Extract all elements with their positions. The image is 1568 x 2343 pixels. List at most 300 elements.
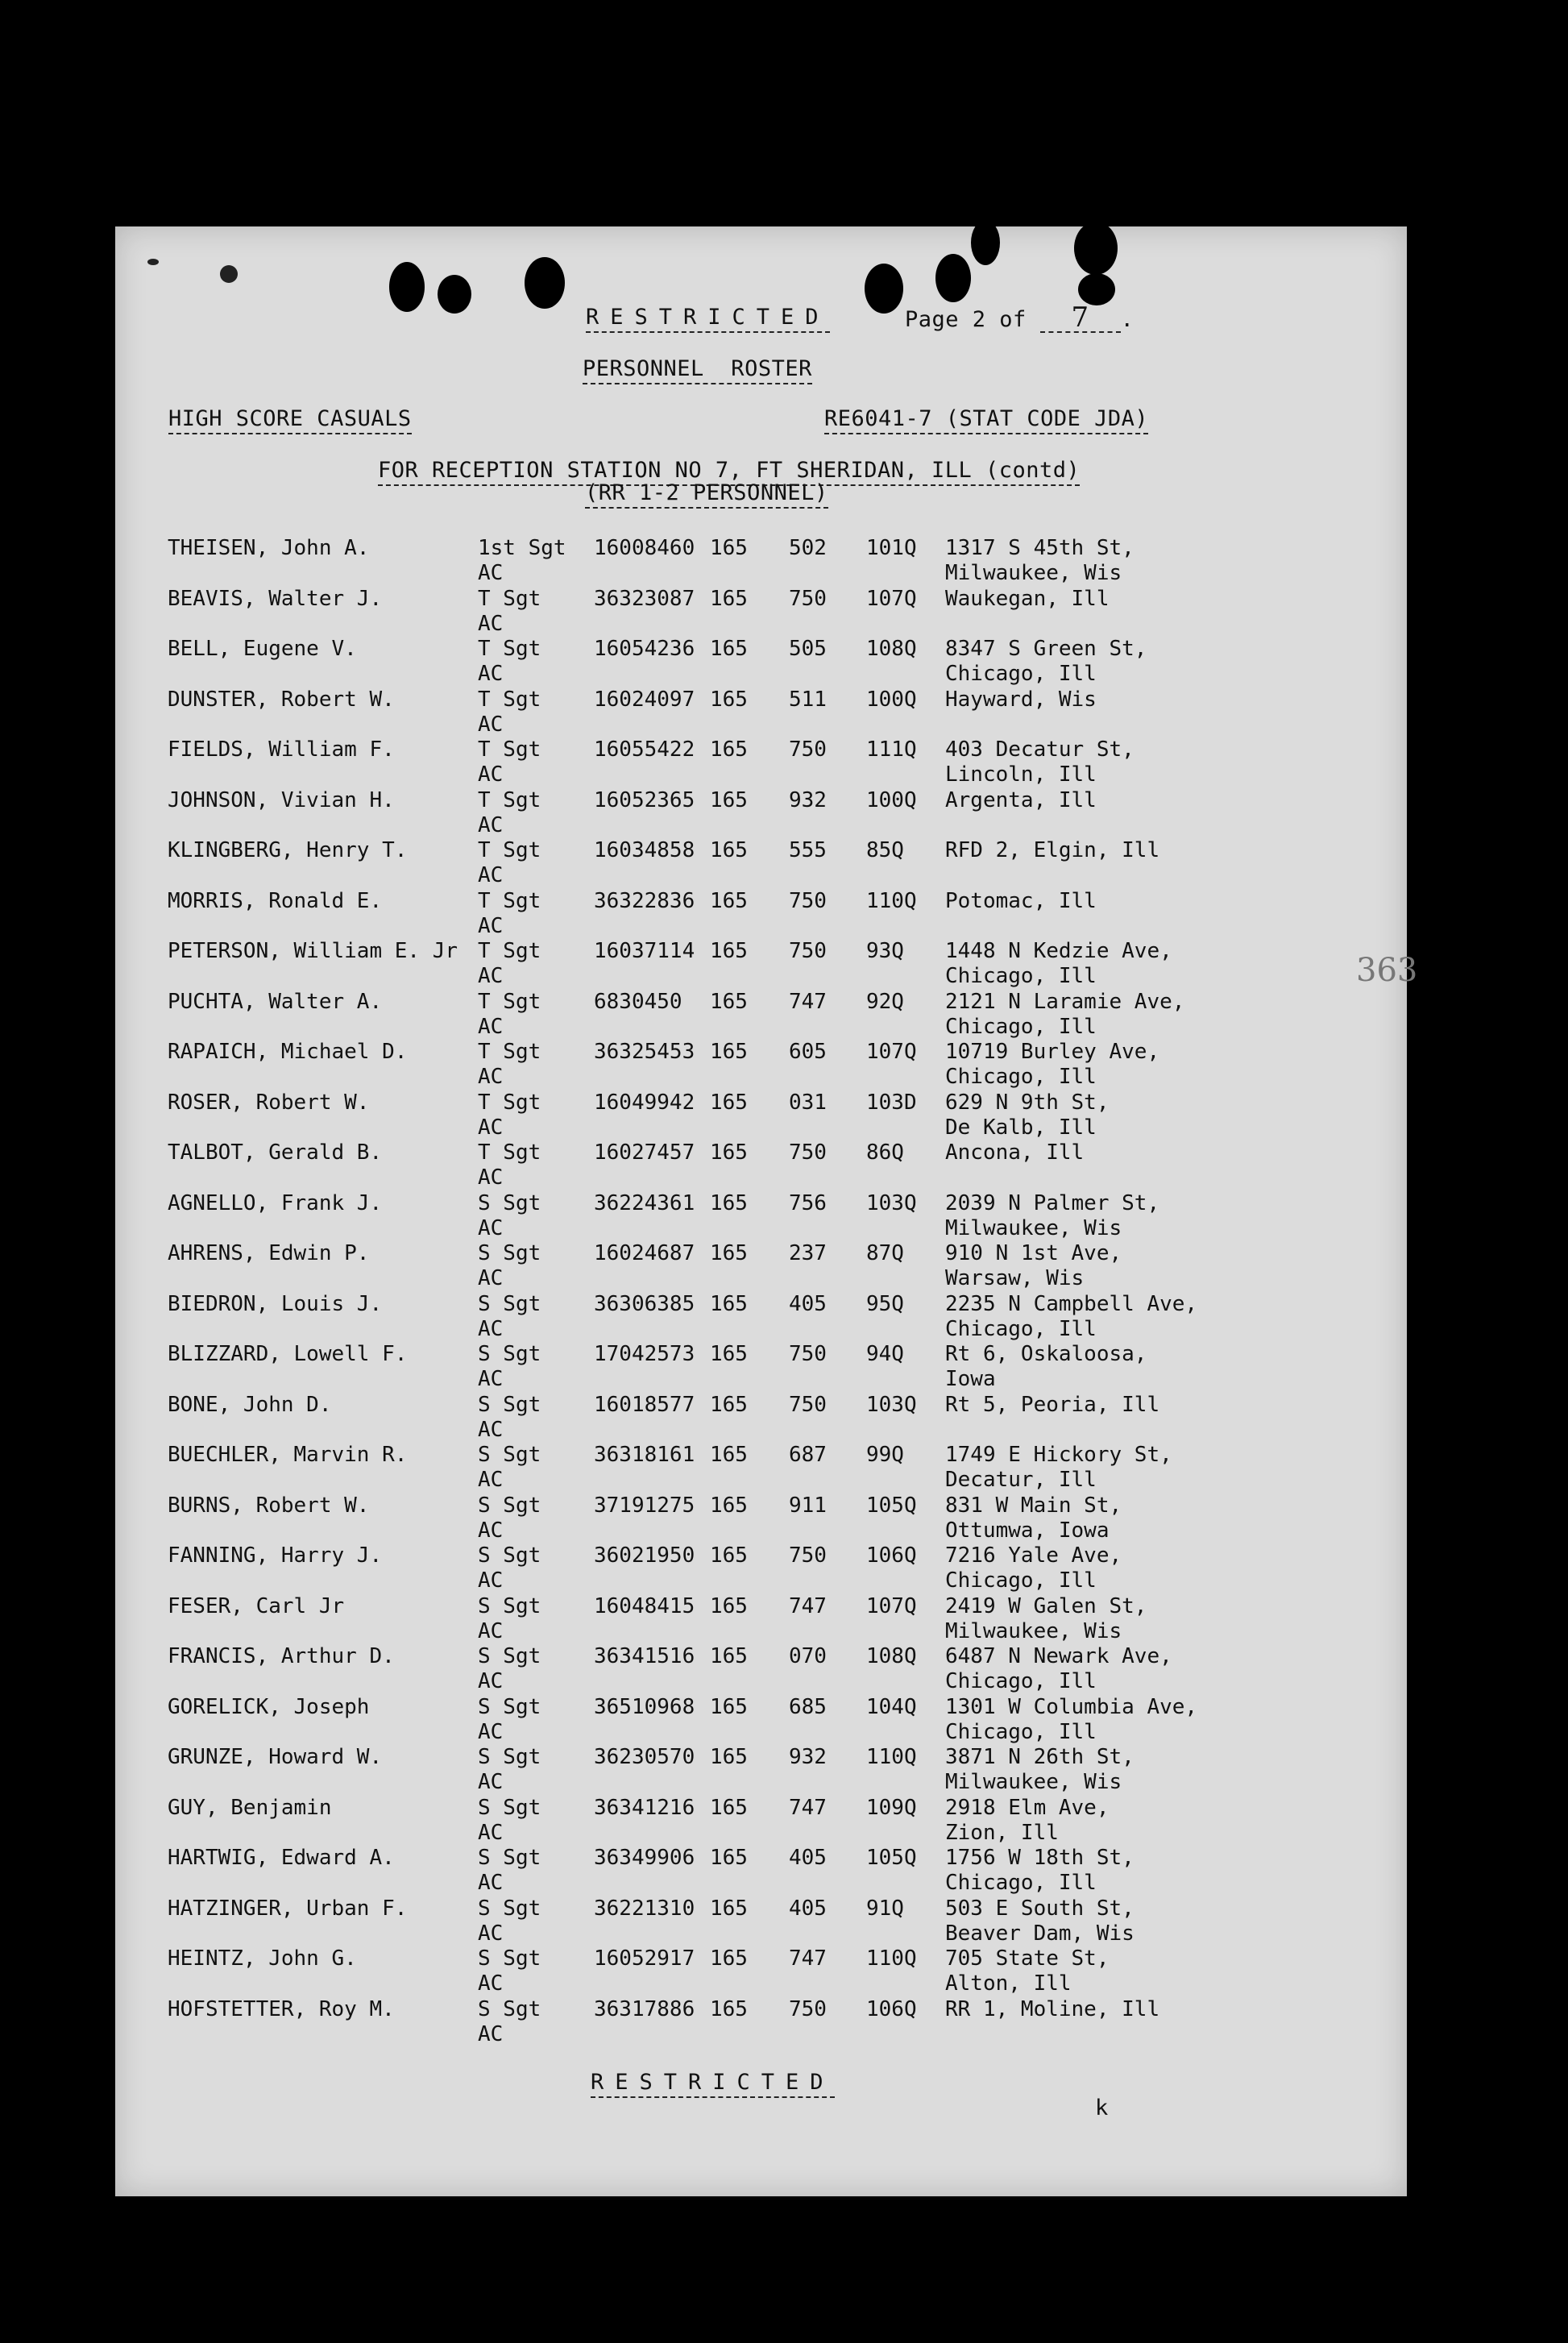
rank: S Sgt bbox=[478, 1493, 541, 1518]
rank: S Sgt bbox=[478, 1291, 541, 1316]
serial-number: 16052365 bbox=[594, 787, 695, 812]
punch-hole bbox=[865, 264, 903, 314]
address-line-1: Rt 5, Peoria, Ill bbox=[945, 1392, 1160, 1417]
serial-number: 16008460 bbox=[594, 536, 695, 560]
score-points: 165 bbox=[710, 1896, 748, 1921]
address-line-1: 2121 N Laramie Ave, bbox=[945, 989, 1185, 1014]
branch: AC bbox=[478, 863, 504, 887]
serial-number: 16034858 bbox=[594, 838, 695, 862]
score-points: 165 bbox=[710, 536, 748, 560]
soldier-name: HOFSTETTER, Roy M. bbox=[168, 1996, 395, 2021]
rank: S Sgt bbox=[478, 1543, 541, 1568]
soldier-name: HATZINGER, Urban F. bbox=[168, 1896, 408, 1921]
rank: S Sgt bbox=[478, 1745, 541, 1769]
score-points: 165 bbox=[710, 1342, 748, 1366]
ink-speck bbox=[220, 265, 238, 283]
roster-row bbox=[115, 536, 1407, 586]
roster-row bbox=[115, 1140, 1407, 1190]
serial-number: 16024687 bbox=[594, 1241, 695, 1265]
mos-code: 747 bbox=[789, 989, 827, 1014]
status-code: 95Q bbox=[866, 1291, 904, 1316]
address-line-1: 1301 W Columbia Ave, bbox=[945, 1694, 1198, 1719]
address-line-1: 1448 N Kedzie Ave, bbox=[945, 939, 1172, 963]
roster-row bbox=[115, 1796, 1407, 1846]
serial-number: 16054236 bbox=[594, 637, 695, 661]
serial-number: 36323087 bbox=[594, 586, 695, 611]
mos-code: 750 bbox=[789, 888, 827, 913]
serial-number: 16018577 bbox=[594, 1392, 695, 1417]
rank: S Sgt bbox=[478, 1443, 541, 1467]
branch: AC bbox=[478, 561, 504, 585]
branch: AC bbox=[478, 1719, 504, 1744]
roster-row bbox=[115, 1040, 1407, 1090]
address-line-1: Hayward, Wis bbox=[945, 687, 1097, 712]
soldier-name: BONE, John D. bbox=[168, 1392, 332, 1417]
score-points: 165 bbox=[710, 1443, 748, 1467]
roster-row bbox=[115, 1695, 1407, 1745]
branch: AC bbox=[478, 913, 504, 938]
serial-number: 36224361 bbox=[594, 1190, 695, 1215]
status-code: 105Q bbox=[866, 1846, 917, 1870]
soldier-name: AHRENS, Edwin P. bbox=[168, 1241, 370, 1265]
punch-hole bbox=[1078, 273, 1115, 305]
rank: T Sgt bbox=[478, 787, 541, 812]
serial-number: 36325453 bbox=[594, 1040, 695, 1064]
rank: S Sgt bbox=[478, 1996, 541, 2021]
mos-code: 031 bbox=[789, 1090, 827, 1115]
mos-code: 687 bbox=[789, 1443, 827, 1467]
serial-number: 16052917 bbox=[594, 1946, 695, 1971]
mos-code: 502 bbox=[789, 536, 827, 560]
roster-row bbox=[115, 1191, 1407, 1241]
serial-number: 16037114 bbox=[594, 939, 695, 963]
serial-number: 36349906 bbox=[594, 1846, 695, 1870]
mos-code: 932 bbox=[789, 787, 827, 812]
address-line-1: 503 E South St, bbox=[945, 1896, 1135, 1921]
document-page bbox=[115, 226, 1418, 2196]
status-code: 93Q bbox=[866, 939, 904, 963]
roster-row bbox=[115, 1644, 1407, 1694]
score-points: 165 bbox=[710, 586, 748, 611]
serial-number: 36341216 bbox=[594, 1795, 695, 1820]
score-points: 165 bbox=[710, 787, 748, 812]
rank: 1st Sgt bbox=[478, 536, 566, 560]
restricted-footer: RESTRICTED bbox=[591, 2071, 835, 2098]
roster-row bbox=[115, 1493, 1407, 1543]
score-points: 165 bbox=[710, 1745, 748, 1769]
address-line-1: 2918 Elm Ave, bbox=[945, 1795, 1110, 1820]
status-code: 100Q bbox=[866, 787, 917, 812]
roster-row bbox=[115, 1997, 1407, 2047]
address-line-1: 1317 S 45th St, bbox=[945, 536, 1135, 560]
roster-row bbox=[115, 838, 1407, 888]
address-line-2: Chicago, Ill bbox=[945, 1871, 1097, 1895]
soldier-name: GORELICK, Joseph bbox=[168, 1694, 370, 1719]
serial-number: 17042573 bbox=[594, 1342, 695, 1366]
branch: AC bbox=[478, 1871, 504, 1895]
ink-speck bbox=[147, 259, 159, 265]
soldier-name: JOHNSON, Vivian H. bbox=[168, 787, 395, 812]
rank: S Sgt bbox=[478, 1392, 541, 1417]
status-code: 104Q bbox=[866, 1694, 917, 1719]
status-code: 87Q bbox=[866, 1241, 904, 1265]
score-points: 165 bbox=[710, 1493, 748, 1518]
status-code: 110Q bbox=[866, 1946, 917, 1971]
mos-code: 750 bbox=[789, 1392, 827, 1417]
roster-row bbox=[115, 587, 1407, 637]
soldier-name: KLINGBERG, Henry T. bbox=[168, 838, 408, 862]
status-code: 107Q bbox=[866, 1593, 917, 1618]
rank: T Sgt bbox=[478, 939, 541, 963]
rank: S Sgt bbox=[478, 1593, 541, 1618]
address-line-1: 910 N 1st Ave, bbox=[945, 1241, 1122, 1265]
serial-number: 6830450 bbox=[594, 989, 682, 1014]
mos-code: 750 bbox=[789, 737, 827, 762]
soldier-name: BURNS, Robert W. bbox=[168, 1493, 370, 1518]
rank: S Sgt bbox=[478, 1694, 541, 1719]
soldier-name: PUCHTA, Walter A. bbox=[168, 989, 383, 1014]
score-points: 165 bbox=[710, 737, 748, 762]
rank: T Sgt bbox=[478, 637, 541, 661]
mos-code: 555 bbox=[789, 838, 827, 862]
status-code: 103Q bbox=[866, 1190, 917, 1215]
roster-row bbox=[115, 737, 1407, 787]
roster-row bbox=[115, 1896, 1407, 1946]
branch: AC bbox=[478, 1065, 504, 1089]
soldier-name: HARTWIG, Edward A. bbox=[168, 1846, 395, 1870]
branch: AC bbox=[478, 1618, 504, 1643]
branch: AC bbox=[478, 762, 504, 787]
branch: AC bbox=[478, 1820, 504, 1845]
score-points: 165 bbox=[710, 637, 748, 661]
address-line-1: 6487 N Newark Ave, bbox=[945, 1644, 1172, 1668]
soldier-name: MORRIS, Ronald E. bbox=[168, 888, 383, 913]
branch: AC bbox=[478, 712, 504, 737]
score-points: 165 bbox=[710, 1040, 748, 1064]
address-line-2: Milwaukee, Wis bbox=[945, 1618, 1122, 1643]
branch: AC bbox=[478, 1215, 504, 1240]
punch-hole bbox=[935, 254, 971, 302]
score-points: 165 bbox=[710, 1644, 748, 1668]
address-line-2: Milwaukee, Wis bbox=[945, 561, 1122, 585]
address-line-1: 10719 Burley Ave, bbox=[945, 1040, 1160, 1064]
branch: AC bbox=[478, 1014, 504, 1039]
serial-number: 36341516 bbox=[594, 1644, 695, 1668]
address-line-2: De Kalb, Ill bbox=[945, 1115, 1097, 1140]
roster-row bbox=[115, 637, 1407, 687]
station-line: FOR RECEPTION STATION NO 7, FT SHERIDAN, ILL (contd) bbox=[378, 459, 1080, 486]
rank: S Sgt bbox=[478, 1846, 541, 1870]
address-line-1: 1749 E Hickory St, bbox=[945, 1443, 1172, 1467]
soldier-name: FRANCIS, Arthur D. bbox=[168, 1644, 395, 1668]
address-line-1: 3871 N 26th St, bbox=[945, 1745, 1135, 1769]
status-code: 110Q bbox=[866, 888, 917, 913]
rank: T Sgt bbox=[478, 838, 541, 862]
status-code: 109Q bbox=[866, 1795, 917, 1820]
branch: AC bbox=[478, 1669, 504, 1693]
soldier-name: FANNING, Harry J. bbox=[168, 1543, 383, 1568]
status-code: 101Q bbox=[866, 536, 917, 560]
status-code: 99Q bbox=[866, 1443, 904, 1467]
rank: S Sgt bbox=[478, 1190, 541, 1215]
score-points: 165 bbox=[710, 1543, 748, 1568]
address-line-1: 705 State St, bbox=[945, 1946, 1110, 1971]
mos-code: 750 bbox=[789, 586, 827, 611]
mos-code: 511 bbox=[789, 687, 827, 712]
roster-row bbox=[115, 1342, 1407, 1392]
score-points: 165 bbox=[710, 1090, 748, 1115]
soldier-name: RAPAICH, Michael D. bbox=[168, 1040, 408, 1064]
address-line-2: Zion, Ill bbox=[945, 1820, 1059, 1845]
serial-number: 36322836 bbox=[594, 888, 695, 913]
branch: AC bbox=[478, 662, 504, 686]
rank: T Sgt bbox=[478, 737, 541, 762]
restricted-header: RESTRICTED bbox=[586, 305, 830, 333]
soldier-name: AGNELLO, Frank J. bbox=[168, 1190, 383, 1215]
status-code: 103Q bbox=[866, 1392, 917, 1417]
punch-hole bbox=[438, 275, 471, 314]
score-points: 165 bbox=[710, 1392, 748, 1417]
status-code: 103D bbox=[866, 1090, 917, 1115]
mos-code: 405 bbox=[789, 1291, 827, 1316]
address-line-1: 2419 W Galen St, bbox=[945, 1593, 1147, 1618]
roster-row bbox=[115, 1241, 1407, 1291]
address-line-1: Ancona, Ill bbox=[945, 1140, 1085, 1165]
mos-code: 747 bbox=[789, 1946, 827, 1971]
branch: AC bbox=[478, 812, 504, 837]
rank: S Sgt bbox=[478, 1946, 541, 1971]
mos-code: 237 bbox=[789, 1241, 827, 1265]
status-code: 86Q bbox=[866, 1140, 904, 1165]
address-line-2: Chicago, Ill bbox=[945, 1065, 1097, 1089]
score-points: 165 bbox=[710, 1795, 748, 1820]
score-points: 165 bbox=[710, 888, 748, 913]
address-line-1: 1756 W 18th St, bbox=[945, 1846, 1135, 1870]
address-line-1: 8347 S Green St, bbox=[945, 637, 1147, 661]
roster-row bbox=[115, 788, 1407, 838]
branch: AC bbox=[478, 1165, 504, 1190]
branch: AC bbox=[478, 1518, 504, 1543]
rank: T Sgt bbox=[478, 586, 541, 611]
soldier-name: BEAVIS, Walter J. bbox=[168, 586, 383, 611]
serial-number: 36510968 bbox=[594, 1694, 695, 1719]
address-line-2: Warsaw, Wis bbox=[945, 1266, 1085, 1290]
address-line-1: Potomac, Ill bbox=[945, 888, 1097, 913]
branch: AC bbox=[478, 1921, 504, 1946]
roster-row bbox=[115, 1090, 1407, 1140]
status-code: 105Q bbox=[866, 1493, 917, 1518]
branch: AC bbox=[478, 1770, 504, 1794]
soldier-name: BELL, Eugene V. bbox=[168, 637, 357, 661]
branch: AC bbox=[478, 1115, 504, 1140]
branch: AC bbox=[478, 1266, 504, 1290]
rank: T Sgt bbox=[478, 1140, 541, 1165]
address-line-2: Milwaukee, Wis bbox=[945, 1215, 1122, 1240]
address-line-1: 7216 Yale Ave, bbox=[945, 1543, 1122, 1568]
branch: AC bbox=[478, 1568, 504, 1593]
roster-row bbox=[115, 1946, 1407, 1996]
address-line-2: Milwaukee, Wis bbox=[945, 1770, 1122, 1794]
soldier-name: BUECHLER, Marvin R. bbox=[168, 1443, 408, 1467]
address-line-1: Waukegan, Ill bbox=[945, 586, 1110, 611]
address-line-2: Decatur, Ill bbox=[945, 1468, 1097, 1492]
roster-row bbox=[115, 1292, 1407, 1342]
serial-number: 36230570 bbox=[594, 1745, 695, 1769]
score-points: 165 bbox=[710, 1846, 748, 1870]
branch: AC bbox=[478, 1468, 504, 1492]
stat-code: RE6041-7 (STAT CODE JDA) bbox=[824, 407, 1148, 434]
score-points: 165 bbox=[710, 989, 748, 1014]
status-code: 92Q bbox=[866, 989, 904, 1014]
mos-code: 405 bbox=[789, 1896, 827, 1921]
roster-row bbox=[115, 1846, 1407, 1896]
mos-code: 750 bbox=[789, 1140, 827, 1165]
mos-code: 756 bbox=[789, 1190, 827, 1215]
branch: AC bbox=[478, 611, 504, 636]
roster-row bbox=[115, 688, 1407, 737]
serial-number: 36021950 bbox=[594, 1543, 695, 1568]
score-points: 165 bbox=[710, 1190, 748, 1215]
rank: T Sgt bbox=[478, 1040, 541, 1064]
status-code: 94Q bbox=[866, 1342, 904, 1366]
branch: AC bbox=[478, 2021, 504, 2046]
serial-number: 36317886 bbox=[594, 1996, 695, 2021]
address-line-1: Argenta, Ill bbox=[945, 787, 1097, 812]
address-line-2: Chicago, Ill bbox=[945, 1014, 1097, 1039]
score-points: 165 bbox=[710, 1694, 748, 1719]
mos-code: 505 bbox=[789, 637, 827, 661]
address-line-2: Chicago, Ill bbox=[945, 662, 1097, 686]
address-line-2: Ottumwa, Iowa bbox=[945, 1518, 1110, 1543]
serial-number: 16049942 bbox=[594, 1090, 695, 1115]
roster-row bbox=[115, 1594, 1407, 1644]
address-line-1: 629 N 9th St, bbox=[945, 1090, 1110, 1115]
status-code: 107Q bbox=[866, 586, 917, 611]
status-code: 106Q bbox=[866, 1996, 917, 2021]
mos-code: 750 bbox=[789, 1543, 827, 1568]
roster-row bbox=[115, 1393, 1407, 1443]
address-line-1: 403 Decatur St, bbox=[945, 737, 1135, 762]
rank: S Sgt bbox=[478, 1896, 541, 1921]
punch-hole bbox=[525, 257, 565, 309]
address-line-1: RR 1, Moline, Ill bbox=[945, 1996, 1160, 2021]
address-line-2: Chicago, Ill bbox=[945, 1568, 1097, 1593]
soldier-name: TALBOT, Gerald B. bbox=[168, 1140, 383, 1165]
mos-code: 405 bbox=[789, 1846, 827, 1870]
status-code: 106Q bbox=[866, 1543, 917, 1568]
mos-code: 070 bbox=[789, 1644, 827, 1668]
soldier-name: GRUNZE, Howard W. bbox=[168, 1745, 383, 1769]
soldier-name: HEINTZ, John G. bbox=[168, 1946, 357, 1971]
status-code: 108Q bbox=[866, 1644, 917, 1668]
address-line-2: Chicago, Ill bbox=[945, 1316, 1097, 1341]
punch-hole bbox=[1074, 222, 1118, 275]
address-line-1: 2235 N Campbell Ave, bbox=[945, 1291, 1198, 1316]
rank: T Sgt bbox=[478, 888, 541, 913]
rank: T Sgt bbox=[478, 687, 541, 712]
mos-code: 747 bbox=[789, 1593, 827, 1618]
status-code: 110Q bbox=[866, 1745, 917, 1769]
address-line-2: Chicago, Ill bbox=[945, 1669, 1097, 1693]
roster-row bbox=[115, 889, 1407, 939]
score-points: 165 bbox=[710, 1593, 748, 1618]
mos-code: 932 bbox=[789, 1745, 827, 1769]
score-points: 165 bbox=[710, 1996, 748, 2021]
soldier-name: FESER, Carl Jr bbox=[168, 1593, 345, 1618]
score-points: 165 bbox=[710, 1291, 748, 1316]
mos-code: 911 bbox=[789, 1493, 827, 1518]
status-code: 91Q bbox=[866, 1896, 904, 1921]
address-line-2: Iowa bbox=[945, 1367, 996, 1391]
mos-code: 750 bbox=[789, 939, 827, 963]
personnel-subtitle: (RR 1-2 PERSONNEL) bbox=[585, 481, 828, 509]
serial-number: 16027457 bbox=[594, 1140, 695, 1165]
mos-code: 747 bbox=[789, 1795, 827, 1820]
soldier-name: FIELDS, William F. bbox=[168, 737, 395, 762]
score-points: 165 bbox=[710, 939, 748, 963]
branch: AC bbox=[478, 964, 504, 988]
soldier-name: ROSER, Robert W. bbox=[168, 1090, 370, 1115]
serial-number: 16024097 bbox=[594, 687, 695, 712]
address-line-2: Lincoln, Ill bbox=[945, 762, 1097, 787]
address-line-1: 2039 N Palmer St, bbox=[945, 1190, 1160, 1215]
address-line-2: Beaver Dam, Wis bbox=[945, 1921, 1135, 1946]
address-line-2: Chicago, Ill bbox=[945, 964, 1097, 988]
score-points: 165 bbox=[710, 687, 748, 712]
soldier-name: PETERSON, William E. Jr bbox=[168, 939, 458, 963]
unit-name: HIGH SCORE CASUALS bbox=[168, 407, 412, 434]
status-code: 85Q bbox=[866, 838, 904, 862]
roster-row bbox=[115, 1443, 1407, 1493]
soldier-name: THEISEN, John A. bbox=[168, 536, 370, 560]
page-number-label: Page 2 of 7 . bbox=[905, 301, 1135, 334]
mos-code: 605 bbox=[789, 1040, 827, 1064]
roster-row bbox=[115, 1745, 1407, 1795]
serial-number: 36221310 bbox=[594, 1896, 695, 1921]
address-line-1: RFD 2, Elgin, Ill bbox=[945, 838, 1160, 862]
soldier-name: GUY, Benjamin bbox=[168, 1795, 332, 1820]
roster-row bbox=[115, 939, 1407, 989]
punch-hole bbox=[389, 262, 425, 312]
roster-title: PERSONNEL ROSTER bbox=[583, 357, 812, 384]
mos-code: 750 bbox=[789, 1342, 827, 1366]
punch-hole bbox=[971, 220, 1000, 265]
branch: AC bbox=[478, 1367, 504, 1391]
status-code: 108Q bbox=[866, 637, 917, 661]
serial-number: 36318161 bbox=[594, 1443, 695, 1467]
score-points: 165 bbox=[710, 1140, 748, 1165]
serial-number: 16055422 bbox=[594, 737, 695, 762]
serial-number: 36306385 bbox=[594, 1291, 695, 1316]
address-line-2: Alton, Ill bbox=[945, 1971, 1072, 1996]
roster-row bbox=[115, 990, 1407, 1040]
branch: AC bbox=[478, 1316, 504, 1341]
score-points: 165 bbox=[710, 1241, 748, 1265]
mos-code: 750 bbox=[789, 1996, 827, 2021]
status-code: 107Q bbox=[866, 1040, 917, 1064]
margin-page-number: 363 bbox=[1356, 952, 1418, 989]
score-points: 165 bbox=[710, 1946, 748, 1971]
rank: T Sgt bbox=[478, 989, 541, 1014]
address-line-1: 831 W Main St, bbox=[945, 1493, 1122, 1518]
address-line-2: Chicago, Ill bbox=[945, 1719, 1097, 1744]
status-code: 100Q bbox=[866, 687, 917, 712]
mos-code: 685 bbox=[789, 1694, 827, 1719]
soldier-name: DUNSTER, Robert W. bbox=[168, 687, 395, 712]
rank: S Sgt bbox=[478, 1644, 541, 1668]
address-line-1: Rt 6, Oskaloosa, bbox=[945, 1342, 1147, 1366]
roster-row bbox=[115, 1543, 1407, 1593]
